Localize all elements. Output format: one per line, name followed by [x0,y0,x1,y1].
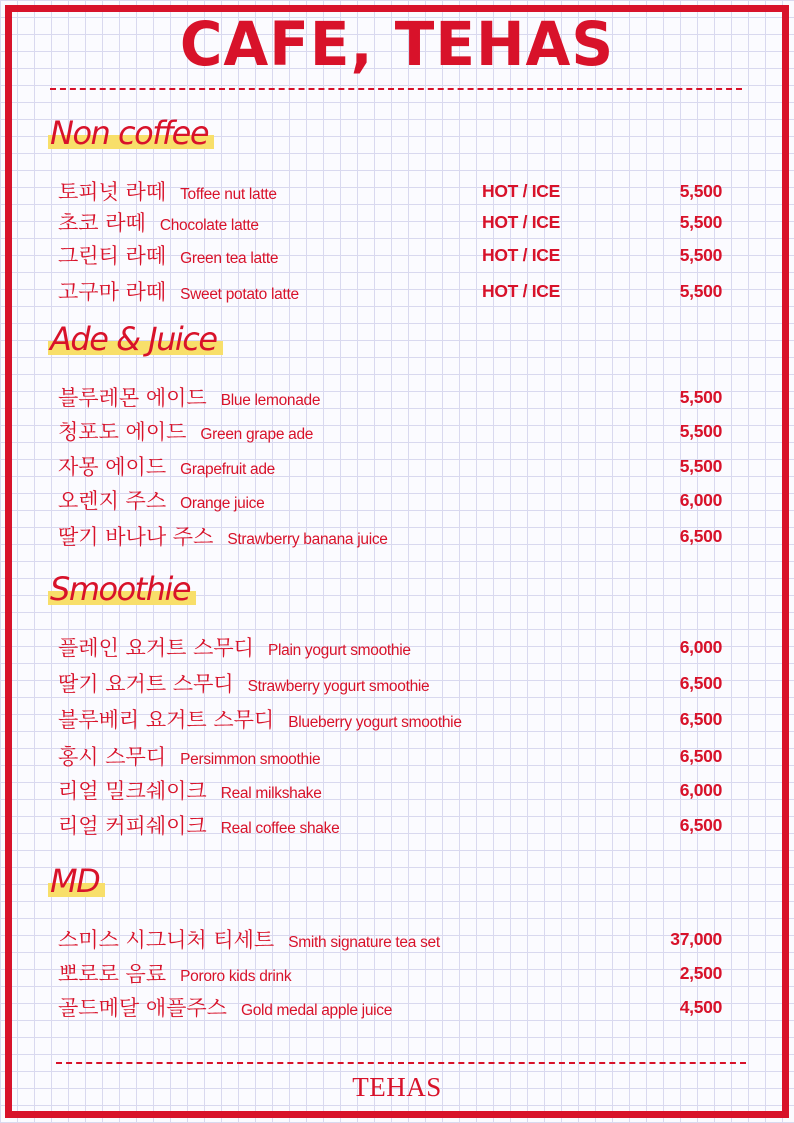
item-price: 5,500 [679,181,722,201]
item-price: 6,000 [679,637,722,657]
item-english-name: Toffee nut latte [180,186,277,203]
section-title-non-coffee: Non coffee [48,114,214,152]
menu-item [58,207,728,237]
item-korean-name: 딸기 바나나 주스 [58,525,214,549]
item-english-name: Strawberry yogurt smoothie [247,678,430,695]
menu-item [58,240,728,270]
menu-item [58,485,728,515]
item-english-name: Blue lemonade [220,392,321,409]
item-korean-name: 고구마 라떼 [58,280,167,304]
menu-item [58,810,728,840]
menu-item [58,416,728,446]
item-korean-name: 홍시 스무디 [58,745,167,769]
item-korean-name: 초코 라떼 [58,211,146,235]
item-korean-name: 딸기 요거트 스무디 [58,672,234,696]
item-korean-name: 플레인 요거트 스무디 [58,636,254,660]
item-english-name: Persimmon smoothie [180,751,321,768]
menu-item [58,775,728,805]
menu-item [58,668,728,698]
item-price: 6,500 [679,673,722,693]
item-price: 4,500 [679,997,722,1017]
item-price: 5,500 [679,456,722,476]
menu-item [58,632,728,662]
item-price: 2,500 [679,963,722,983]
item-price: 6,500 [679,746,722,766]
menu-item [58,704,728,734]
item-korean-name: 오렌지 주스 [58,489,167,513]
item-korean-name: 블루베리 요거트 스무디 [58,708,275,732]
item-price: 5,500 [679,245,722,265]
item-english-name: Green tea latte [180,250,279,267]
item-english-name: Orange juice [180,495,265,512]
item-english-name: Sweet potato latte [180,286,299,303]
menu-item [58,176,728,206]
item-price: 6,000 [679,490,722,510]
item-korean-name: 블루레몬 에이드 [58,386,207,410]
menu-item [58,992,728,1022]
item-price: 6,000 [679,780,722,800]
item-price: 37,000 [670,929,722,949]
item-price: 6,500 [679,526,722,546]
menu-item [58,521,728,551]
item-price: 5,500 [679,421,722,441]
item-temperature: HOT / ICE [482,212,560,232]
item-korean-name: 리얼 밀크쉐이크 [58,779,207,803]
menu-item [58,382,728,412]
item-temperature: HOT / ICE [482,281,560,301]
item-temperature: HOT / ICE [482,181,560,201]
section-title-ade-juice: Ade & Juice [48,320,223,358]
menu-item [58,451,728,481]
item-english-name: Real coffee shake [220,820,340,837]
item-english-name: Plain yogurt smoothie [267,642,411,659]
item-english-name: Strawberry banana juice [227,531,388,548]
footer-brand: TEHAS [352,1072,442,1102]
item-korean-name: 토피넛 라떼 [58,180,167,204]
section-title-md: MD [48,862,105,900]
item-english-name: Grapefruit ade [180,461,275,478]
item-price: 6,500 [679,815,722,835]
item-english-name: Gold medal apple juice [240,1002,393,1019]
item-korean-name: 자몽 에이드 [58,455,167,479]
item-english-name: Blueberry yogurt smoothie [288,714,462,731]
bottom-divider [56,1062,746,1064]
item-korean-name: 스미스 시그니처 티세트 [58,928,275,952]
item-korean-name: 그린티 라떼 [58,244,167,268]
item-temperature: HOT / ICE [482,245,560,265]
item-english-name: Pororo kids drink [180,968,292,985]
item-english-name: Smith signature tea set [288,934,440,951]
item-korean-name: 청포도 에이드 [58,420,187,444]
item-english-name: Green grape ade [200,426,314,443]
item-korean-name: 골드메달 애플주스 [58,996,227,1020]
item-english-name: Chocolate latte [159,217,259,234]
top-divider [50,88,742,90]
section-title-smoothie: Smoothie [48,570,196,608]
menu-item [58,958,728,988]
item-korean-name: 뽀로로 음료 [58,962,167,986]
item-english-name: Real milkshake [220,785,322,802]
page-title: CAFE, TEHAS [179,8,615,80]
item-price: 5,500 [679,212,722,232]
menu-item [58,276,728,306]
item-korean-name: 리얼 커피쉐이크 [58,814,207,838]
item-price: 5,500 [679,387,722,407]
menu-item [58,741,728,771]
item-price: 5,500 [679,281,722,301]
item-price: 6,500 [679,709,722,729]
menu-item [58,924,728,954]
